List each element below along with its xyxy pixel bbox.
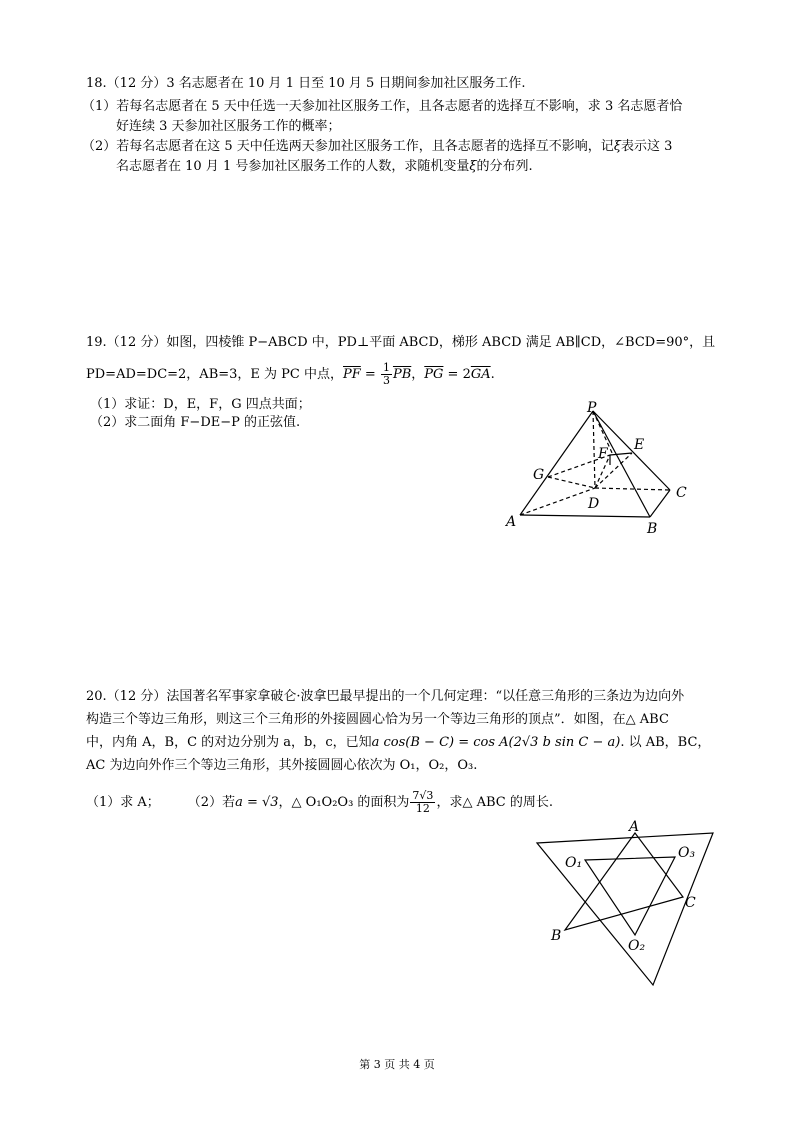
vector-ga: $\overline{GA}$ bbox=[470, 367, 491, 382]
label-B: B bbox=[647, 521, 658, 537]
label-D: D bbox=[588, 496, 600, 512]
edge-PA bbox=[520, 411, 593, 515]
q18-part2-text-a: （2）若每名志愿者在这 5 天中任选两天参加社区服务工作，且各志愿者的选择互不影响，记 bbox=[82, 139, 614, 154]
edge-PB bbox=[593, 411, 650, 517]
q20-line2: 构造三个等边三角形，则这三个三角形的外接圆圆心恰为另一个等边三角形的顶点”．如图，在△ ABC bbox=[86, 712, 669, 727]
edge-AB bbox=[520, 515, 650, 517]
label-O2: O₂ bbox=[628, 938, 646, 954]
label-O1: O₁ bbox=[565, 855, 583, 871]
q20-line3-tail: . 以 AB，BC， bbox=[620, 735, 711, 750]
q19-part2: （2）求二面角 F−DE−P 的正弦值. bbox=[90, 415, 301, 430]
edge-PD bbox=[593, 411, 595, 488]
q20-part2-pre: （2）若 bbox=[187, 795, 236, 810]
edge-BC bbox=[650, 490, 670, 517]
q19-eq2: = 2 bbox=[443, 367, 471, 382]
q18-part2-line2 bbox=[116, 159, 533, 175]
triangle-ABC bbox=[565, 833, 683, 930]
q20-part1: （1）求 A； bbox=[86, 795, 160, 810]
q20-line3-text: 中，内角 A，B，C 的对边分别为 a，b，c，已知 bbox=[86, 735, 372, 750]
q20-condition-formula: a cos(B − C) = cos A(2√3 b sin C − a) bbox=[371, 735, 621, 750]
q19-conditions bbox=[86, 362, 495, 387]
q18-part2-text-c: 名志愿者在 10 月 1 号参加社区服务工作的人数，求随机变量 bbox=[116, 159, 470, 174]
napoleon-figure bbox=[525, 815, 725, 990]
label-C: C bbox=[676, 485, 687, 501]
q20-part2-mid: ，△ O₁O₂O₃ 的面积为 bbox=[278, 795, 410, 810]
q18-part1-line1: （1）若每名志愿者在 5 天中任选一天参加社区服务工作，且各志愿者的选择互不影响，求 3 名志愿者恰 bbox=[82, 99, 683, 114]
xi-symbol: ξ bbox=[613, 139, 621, 154]
vector-pf: $\overline{PF}$ bbox=[343, 367, 361, 382]
q19-cond-text: PD=AD=DC=2，AB=3，E 为 PC 中点， bbox=[86, 367, 343, 382]
q18-part2-line1 bbox=[82, 139, 672, 155]
label-P: P bbox=[587, 400, 597, 416]
q20-parts bbox=[86, 790, 553, 815]
q19-heading: 19.（12 分）如图，四棱锥 P−ABCD 中，PD⊥平面 ABCD，梯形 ABCD 满足 AB∥CD，∠BCD=90°，且 bbox=[86, 335, 716, 350]
vector-pg: $\overline{PG}$ bbox=[424, 367, 444, 382]
edge-FE bbox=[610, 453, 632, 455]
label-A: A bbox=[506, 514, 517, 530]
q19-sep: ， bbox=[411, 367, 425, 382]
vector-pb: $\overline{PB}$ bbox=[392, 367, 412, 382]
page-footer: 第 3 页 共 4 页 bbox=[359, 1058, 435, 1071]
q19-part1: （1）求证：D，E，F，G 四点共面； bbox=[90, 397, 311, 412]
xi-symbol: ξ bbox=[469, 159, 477, 174]
label-A: A bbox=[629, 819, 640, 835]
q20-line3 bbox=[86, 735, 710, 751]
label-C: C bbox=[685, 895, 696, 911]
label-G: G bbox=[533, 467, 545, 483]
label-B: B bbox=[551, 928, 562, 944]
fraction-one-third: $\frac{1}{3}$ bbox=[382, 361, 390, 387]
pyramid-figure bbox=[500, 395, 700, 540]
label-O3: O₃ bbox=[678, 845, 696, 861]
edge-GD bbox=[548, 477, 595, 488]
edge-DC bbox=[595, 488, 670, 490]
edge-AD bbox=[520, 488, 595, 515]
q18-heading: 18.（12 分）3 名志愿者在 10 月 1 日至 10 月 5 日期间参加社区服务工作. bbox=[86, 76, 526, 91]
label-E: E bbox=[634, 437, 645, 453]
q19-eq: = bbox=[360, 367, 380, 382]
q19-end: . bbox=[490, 367, 495, 382]
fraction-area: $\frac{7√3}{12}$ bbox=[412, 789, 434, 815]
q18-part2-text-d: 的分布列. bbox=[476, 159, 533, 174]
q18-part1-line2: 好连续 3 天参加社区服务工作的概率； bbox=[116, 119, 341, 134]
q20-heading: 20.（12 分）法国著名军事家拿破仑·波拿巴最早提出的一个几何定理：“以任意三角形的三条边为边向外 bbox=[86, 689, 685, 704]
label-F: F bbox=[598, 446, 608, 462]
q20-part2-post: ，求△ ABC 的周长. bbox=[436, 795, 553, 810]
q20-a-value: a = √3 bbox=[235, 795, 279, 810]
q20-line4: AC 为边向外作三个等边三角形，其外接圆圆心依次为 O₁，O₂，O₃. bbox=[86, 758, 478, 773]
q18-part2-text-b: 表示这 3 bbox=[620, 139, 673, 154]
